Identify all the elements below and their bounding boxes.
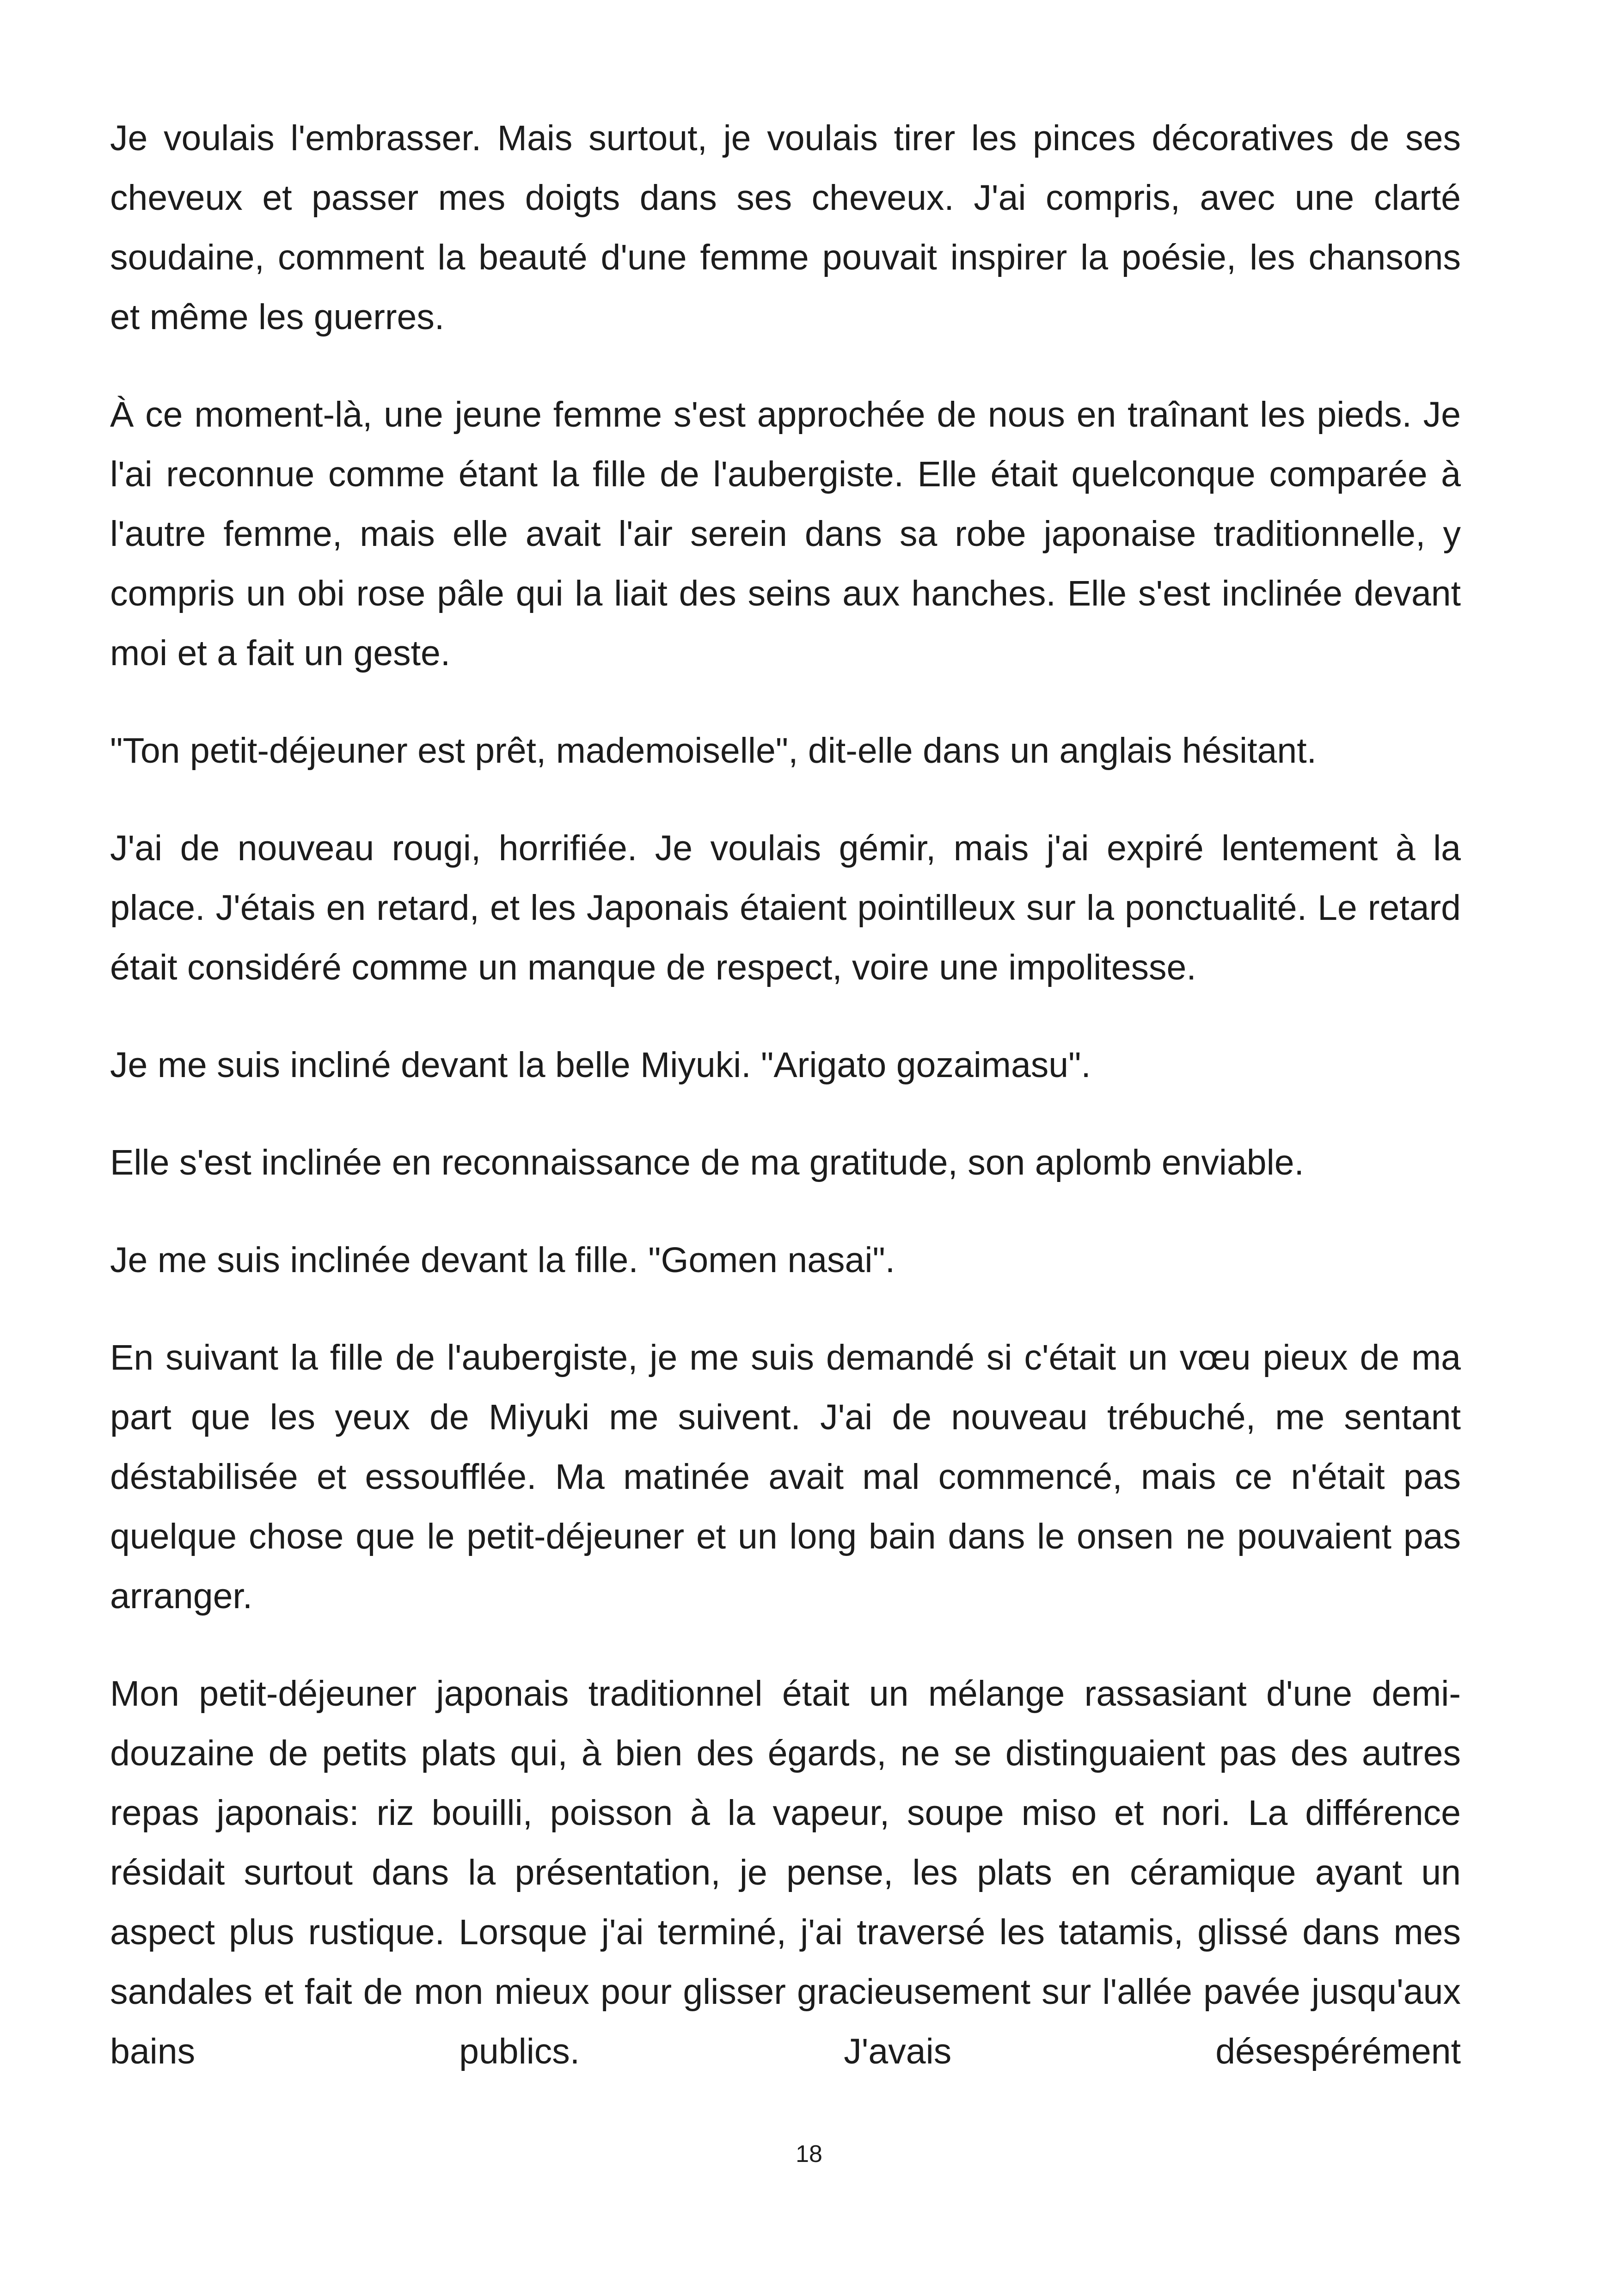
page-number: 18 bbox=[796, 2141, 822, 2167]
paragraph: Mon petit-déjeuner japonais traditionnel était un mélange rassasiant d'une demi-douzaine de petits plats qui, à bien des égards, ne se distinguaient pas des autres repas japonais: riz bouilli, poisson à la vapeur, soupe miso et nori. La différence résidait surtout dans la présentation, je pense, les plats en céramique ayant un aspect plus rustique. Lorsque j'ai terminé, j'ai traversé les tatamis, glissé dans mes sandales et fait de mon mieux pour glisser gracieusement sur l'allée pavée jusqu'aux bains publics. J'avais désespérément bbox=[110, 1674, 1461, 2071]
paragraph: En suivant la fille de l'aubergiste, je me suis demandé si c'était un vœu pieux de ma part que les yeux de Miyuki me suivent. J'ai de nouveau trébuché, me sentant déstabilisée et essoufflée. Ma matinée avait mal commencé, mais ce n'était pas quelque chose que le petit-déjeuner et un long bain dans le onsen ne pouvaient pas arranger. bbox=[110, 1338, 1461, 1616]
paragraph: Je voulais l'embrasser. Mais surtout, je voulais tirer les pinces décoratives de ses cheveux et passer mes doigts dans ses cheveux. J'ai compris, avec une clarté soudaine, comment la beauté d'une femme pouvait inspirer la poésie, les chansons et même les guerres. bbox=[110, 118, 1461, 337]
paragraph: Je me suis inclinée devant la fille. "Gomen nasai". bbox=[110, 1240, 895, 1280]
paragraph: Elle s'est inclinée en reconnaissance de ma gratitude, son aplomb enviable. bbox=[110, 1143, 1304, 1182]
paragraph: À ce moment-là, une jeune femme s'est approchée de nous en traînant les pieds. Je l'ai reconnue comme étant la fille de l'aubergiste. Elle était quelconque comparée à l'autre femme, mais elle avait l'air serein dans sa robe japonaise traditionnelle, y compris un obi rose pâle qui la liait des seins aux hanches. Elle s'est inclinée devant moi et a fait un geste. bbox=[110, 395, 1461, 673]
paragraph: Je me suis incliné devant la belle Miyuki. "Arigato gozaimasu". bbox=[110, 1045, 1091, 1085]
page-body bbox=[110, 109, 1461, 2082]
paragraph: "Ton petit-déjeuner est prêt, mademoiselle", dit-elle dans un anglais hésitant. bbox=[110, 731, 1317, 771]
paragraph: J'ai de nouveau rougi, horrifiée. Je voulais gémir, mais j'ai expiré lentement à la place. J'étais en retard, et les Japonais étaient pointilleux sur la ponctualité. Le retard était considéré comme un manque de respect, voire une impolitesse. bbox=[110, 828, 1461, 987]
